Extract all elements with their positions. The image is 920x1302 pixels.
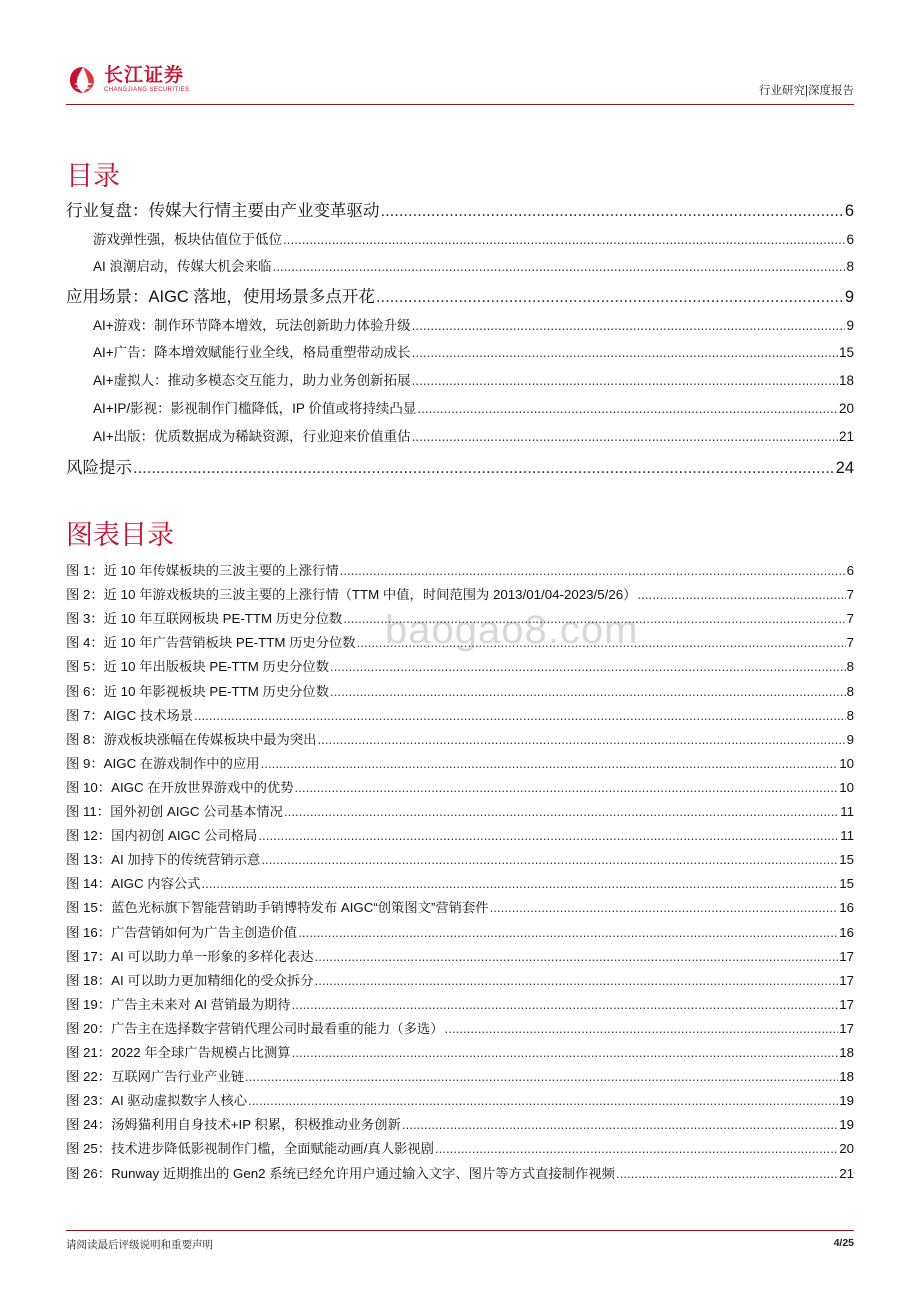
figure-entry-page-number: 8	[846, 707, 854, 723]
figure-entry[interactable]	[66, 1042, 854, 1061]
toc-chapter-entry[interactable]	[66, 454, 854, 478]
figure-entry[interactable]	[66, 753, 854, 772]
toc-section-entry-title: AI+IP/影视：影视制作门槛降低，IP 价值或将持续凸显	[93, 401, 417, 416]
dot-leader	[261, 852, 838, 867]
figure-entry-title: 图 6：近 10 年影视板块 PE-TTM 历史分位数	[66, 683, 330, 699]
dot-leader	[283, 232, 845, 247]
figure-entry-title: 图 20：广告主在选择数字营销代理公司时最看重的能力（多选）	[66, 1020, 444, 1036]
figure-entry[interactable]	[66, 946, 854, 965]
toc-section-entry-title: 游戏弹性强，板块估值位于低位	[93, 232, 282, 247]
toc-section-entry-page-number: 9	[846, 318, 854, 333]
figure-entry-title: 图 2：近 10 年游戏板块的三波主要的上涨行情（TTM 中值，时间范围为 2013/01/04-2023/5/26）	[66, 587, 637, 603]
figure-entry-title: 图 21：2022 年全球广告规模占比测算	[66, 1045, 291, 1060]
figure-entry-page-number: 9	[846, 731, 854, 747]
toc-chapter-entry[interactable]	[66, 197, 854, 221]
toc-section-entry-title: AI+广告：降本增效赋能行业全线，格局重塑带动成长	[93, 345, 411, 360]
dot-leader	[637, 587, 845, 602]
dot-leader	[412, 373, 838, 388]
toc-section-entry-page-number: 21	[838, 429, 854, 444]
dot-leader	[298, 925, 838, 940]
figure-entry-title: 图 25：技术进步降低影视制作门槛，全面赋能动画/真人影视剧	[66, 1141, 434, 1157]
figure-entry[interactable]	[66, 584, 854, 603]
figure-entry-title: 图 23：AI 驱动虚拟数字人核心	[66, 1093, 248, 1109]
toc-chapter-entry-title: 风险提示	[66, 459, 132, 477]
dot-leader	[194, 708, 846, 723]
toc-section-entry[interactable]	[93, 228, 854, 248]
figure-entry-page-number: 10	[839, 779, 854, 795]
toc-section-entry[interactable]	[93, 397, 854, 417]
toc-section-entry-page-number: 6	[846, 232, 854, 247]
figure-entry-page-number: 7	[846, 635, 854, 651]
figure-entry-title: 图 5：近 10 年出版板块 PE-TTM 历史分位数	[66, 659, 330, 675]
toc-chapter-entry[interactable]	[66, 283, 854, 307]
figure-entry-title: 图 3：近 10 年互联网板块 PE-TTM 历史分位数	[66, 611, 343, 627]
figure-entry[interactable]	[66, 777, 854, 796]
dot-leader	[343, 611, 845, 626]
dot-leader	[490, 900, 839, 915]
dot-leader	[245, 1069, 838, 1084]
figure-entry[interactable]	[66, 849, 854, 868]
figure-entry[interactable]	[66, 1163, 854, 1182]
figure-entry[interactable]	[66, 897, 854, 916]
toc-section-entry[interactable]	[93, 425, 854, 445]
dot-leader	[292, 997, 839, 1012]
figure-entry-title: 图 12：国内初创 AIGC 公司格局	[66, 828, 258, 844]
dot-leader	[417, 401, 838, 416]
figure-entry-page-number: 8	[846, 659, 854, 675]
dot-leader	[258, 828, 839, 843]
figure-entry-page-number: 21	[839, 1165, 854, 1181]
footer-disclaimer: 请阅读最后评级说明和重要声明	[66, 1239, 213, 1251]
figure-entry-page-number: 6	[846, 563, 854, 578]
figure-entry[interactable]	[66, 729, 854, 748]
figure-entry[interactable]	[66, 656, 854, 675]
toc-section-entry-title: AI+虚拟人：推动多模态交互能力，助力业务创新拓展	[93, 373, 411, 388]
figure-entry-title: 图 26：Runway 近期推出的 Gen2 系统已经允许用户通过输入文字、图片等方式直接制作视频	[66, 1165, 615, 1181]
figure-entry[interactable]	[66, 801, 854, 820]
dot-leader	[340, 563, 846, 578]
dot-leader	[445, 1021, 839, 1036]
figure-entry-page-number: 17	[839, 1020, 854, 1036]
toc-chapter-entry-title: 应用场景：AIGC 落地，使用场景多点开花	[66, 288, 375, 306]
dot-leader	[616, 1166, 838, 1181]
dot-leader	[381, 202, 844, 221]
dot-leader	[248, 1093, 838, 1108]
page-number: 4/25	[833, 1237, 854, 1249]
toc-section-entry-title: AI+出版：优质数据成为稀缺资源，行业迎来价值重估	[93, 429, 411, 444]
dot-leader	[412, 345, 838, 360]
dot-leader	[261, 756, 839, 771]
dot-leader	[402, 1117, 838, 1132]
figure-entry-page-number: 17	[839, 972, 854, 988]
dot-leader	[376, 288, 844, 307]
figure-entry-page-number: 7	[846, 611, 854, 627]
toc-section-entry[interactable]	[93, 341, 854, 361]
dot-leader	[357, 635, 846, 650]
toc-section-entry-page-number: 18	[838, 373, 854, 388]
logo-english-name: CHANGJIANG SECURITIES	[104, 87, 190, 93]
header-divider	[66, 104, 854, 105]
figure-entry[interactable]	[66, 1114, 854, 1133]
figure-entry-title: 图 1：近 10 年传媒板块的三波主要的上涨行情	[66, 563, 339, 578]
figure-entry-title: 图 14：AIGC 内容公式	[66, 876, 201, 892]
figure-entry-title: 图 8：游戏板块涨幅在传媒板块中最为突出	[66, 731, 317, 747]
figure-entry-title: 图 10：AIGC 在开放世界游戏中的优势	[66, 779, 294, 795]
toc-section-entry[interactable]	[93, 255, 854, 275]
toc-section-entry[interactable]	[93, 369, 854, 389]
figure-entry[interactable]	[66, 825, 854, 844]
figure-entry-page-number: 11	[840, 804, 854, 819]
dot-leader	[201, 876, 838, 891]
dot-leader	[435, 1141, 838, 1156]
figure-entry-page-number: 19	[839, 1093, 854, 1109]
toc-chapter-entry-page-number: 9	[844, 288, 854, 306]
footer-divider	[66, 1230, 854, 1231]
dot-leader	[315, 949, 839, 964]
figure-entry-title: 图 19：广告主未来对 AI 营销最为期待	[66, 996, 291, 1012]
watermark: baogao8.com	[385, 608, 639, 652]
figure-entry[interactable]	[66, 922, 854, 941]
toc-title: 目录	[66, 161, 120, 191]
figure-entry-page-number: 8	[846, 683, 854, 699]
toc-section-entry-title: AI+游戏：制作环节降本增效，玩法创新助力体验升级	[93, 318, 411, 333]
figure-entry-page-number: 16	[839, 900, 854, 916]
figure-entry-page-number: 16	[839, 924, 854, 940]
figure-entry[interactable]	[66, 632, 854, 651]
figure-entry-title: 图 13：AI 加持下的传统营销示意	[66, 852, 261, 868]
logo-emblem-icon	[66, 64, 100, 96]
figure-entry-page-number: 10	[839, 755, 854, 771]
figure-entry-page-number: 18	[839, 1069, 854, 1085]
dot-leader	[315, 973, 839, 988]
figure-entry[interactable]	[66, 705, 854, 724]
dot-leader	[330, 684, 846, 699]
figure-entry-title: 图 16：广告营销如何为广告主创造价值	[66, 924, 298, 940]
page-header	[66, 64, 854, 104]
figure-entry-page-number: 15	[839, 876, 854, 892]
report-category: 行业研究|深度报告	[759, 85, 854, 97]
figure-entry-title: 图 17：AI 可以助力单一形象的多样化表达	[66, 948, 314, 964]
figure-entry-page-number: 7	[846, 587, 854, 603]
figure-entry-title: 图 11：国外初创 AIGC 公司基本情况	[66, 804, 283, 819]
figure-entry-page-number: 20	[839, 1141, 854, 1157]
dot-leader	[133, 459, 835, 478]
figure-entry[interactable]	[66, 970, 854, 989]
figure-entry-title: 图 4：近 10 年广告营销板块 PE-TTM 历史分位数	[66, 635, 356, 651]
toc-section-entry[interactable]	[93, 314, 854, 334]
figure-entry[interactable]	[66, 608, 854, 627]
figure-entry-title: 图 7：AIGC 技术场景	[66, 707, 194, 723]
figure-entry-page-number: 17	[839, 996, 854, 1012]
figure-entry-page-number: 19	[839, 1117, 854, 1133]
figure-entry[interactable]	[66, 873, 854, 892]
dot-leader	[412, 318, 846, 333]
logo-chinese-name: 长江证券	[104, 65, 185, 86]
figure-entry-page-number: 11	[840, 828, 854, 844]
dot-leader	[292, 1045, 839, 1060]
figure-entry-title: 图 9：AIGC 在游戏制作中的应用	[66, 755, 260, 771]
figure-entry-page-number: 18	[839, 1045, 854, 1060]
company-logo	[66, 64, 189, 96]
figure-entry[interactable]	[66, 994, 854, 1013]
figure-entry-title: 图 18：AI 可以助力更加精细化的受众拆分	[66, 972, 314, 988]
toc-chapter-entry-page-number: 24	[835, 459, 854, 477]
figure-entry[interactable]	[66, 1090, 854, 1109]
dot-leader	[330, 659, 846, 674]
figure-entry[interactable]	[66, 681, 854, 700]
toc-section-entry-page-number: 15	[838, 345, 854, 360]
figure-entry-title: 图 15：蓝色光标旗下智能营销助手销博特发布 AIGC“创策图文”营销套件	[66, 900, 489, 916]
toc-chapter-entry-title: 行业复盘：传媒大行情主要由产业变革驱动	[66, 202, 380, 220]
figure-entry-title: 图 24：汤姆猫利用自身技术+IP 积累，积极推动业务创新	[66, 1117, 401, 1133]
figures-title: 图表目录	[66, 520, 174, 550]
figure-entry[interactable]	[66, 1018, 854, 1037]
figure-entry[interactable]	[66, 1066, 854, 1085]
figure-entry[interactable]	[66, 560, 854, 579]
dot-leader	[412, 429, 838, 444]
figure-entry-title: 图 22：互联网广告行业产业链	[66, 1069, 245, 1085]
figure-entry-page-number: 17	[839, 948, 854, 964]
dot-leader	[284, 804, 839, 819]
toc-section-entry-title: AI 浪潮启动，传媒大机会来临	[93, 259, 272, 274]
figure-entry[interactable]	[66, 1138, 854, 1157]
figure-entry-page-number: 15	[839, 852, 854, 868]
toc-section-entry-page-number: 20	[838, 401, 854, 416]
toc-chapter-entry-page-number: 6	[844, 202, 854, 220]
dot-leader	[295, 780, 839, 795]
dot-leader	[273, 259, 846, 274]
toc-section-entry-page-number: 8	[846, 259, 854, 274]
dot-leader	[317, 732, 845, 747]
